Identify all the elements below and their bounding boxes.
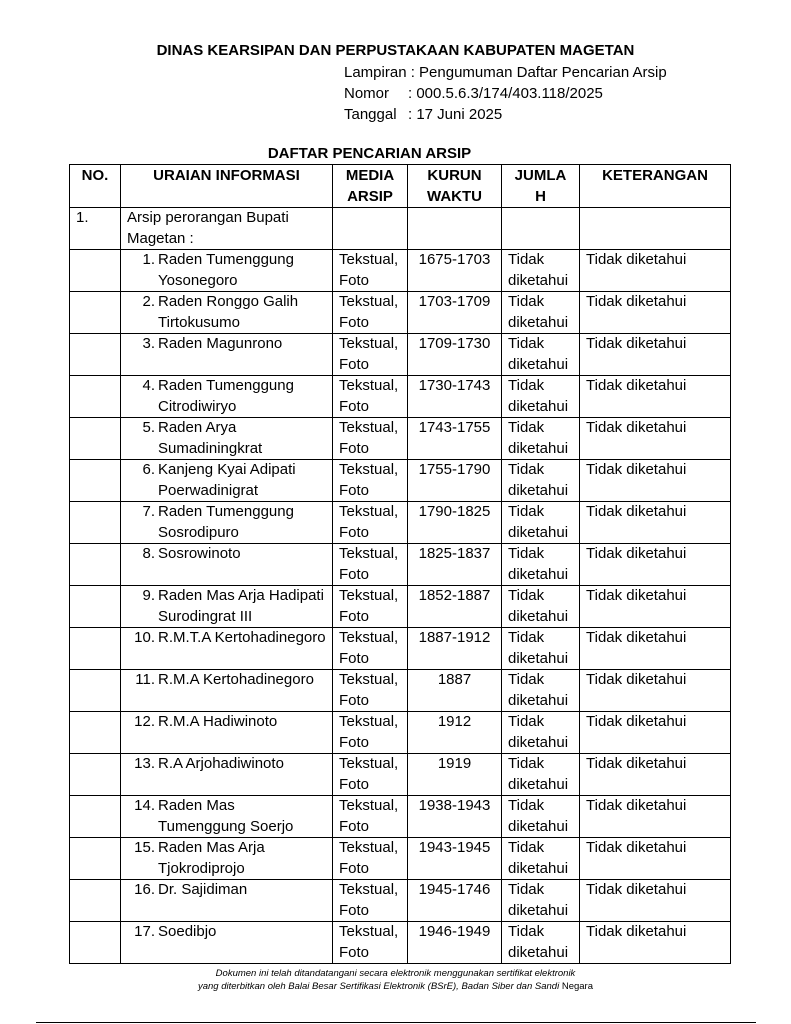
row-media-cell: Tekstual, Foto <box>333 376 408 418</box>
table-row <box>70 544 731 586</box>
item-name: Raden Ronggo Galih Tirtokusumo <box>158 293 299 331</box>
row-no-cell <box>70 838 121 880</box>
row-kurun-cell: 1743-1755 <box>408 418 502 460</box>
row-kurun-cell: 1887-1912 <box>408 628 502 670</box>
document-meta <box>344 62 667 125</box>
item-entry <box>127 334 326 355</box>
tanggal-row <box>344 104 667 125</box>
table-row <box>70 250 731 292</box>
item-number: 3. <box>142 335 155 352</box>
row-kurun-cell: 1755-1790 <box>408 460 502 502</box>
header-no: NO. <box>70 165 121 208</box>
row-jumlah-cell: Tidak diketahui <box>502 670 580 712</box>
row-kurun-cell: 1730-1743 <box>408 376 502 418</box>
item-entry <box>127 502 326 543</box>
item-number: 6. <box>142 461 155 478</box>
item-name: R.M.T.A Kertohadinegoro <box>158 629 326 646</box>
row-uraian-cell <box>121 292 333 334</box>
row-uraian-cell <box>121 796 333 838</box>
archive-table <box>69 164 731 964</box>
item-number: 13. <box>134 755 155 772</box>
group-uraian: Arsip perorangan Bupati Magetan : <box>121 208 333 250</box>
row-jumlah-cell: Tidak diketahui <box>502 880 580 922</box>
item-name: Sosrowinoto <box>158 545 241 562</box>
row-no-cell <box>70 334 121 376</box>
table-row <box>70 922 731 964</box>
item-name: Raden Mas Tumenggung Soerjo <box>158 797 294 835</box>
row-uraian-cell <box>121 922 333 964</box>
item-number: 7. <box>142 503 155 520</box>
item-entry <box>127 250 326 291</box>
table-row <box>70 418 731 460</box>
table-row <box>70 586 731 628</box>
row-keterangan-cell: Tidak diketahui <box>580 838 731 880</box>
item-name: Raden Magunrono <box>158 335 283 352</box>
table-row <box>70 712 731 754</box>
row-keterangan-cell: Tidak diketahui <box>580 418 731 460</box>
row-uraian-cell <box>121 838 333 880</box>
row-jumlah-cell: Tidak diketahui <box>502 502 580 544</box>
item-number: 10. <box>134 629 155 646</box>
group-row <box>70 208 731 250</box>
row-kurun-cell: 1825-1837 <box>408 544 502 586</box>
item-entry <box>127 292 326 333</box>
item-number: 12. <box>134 713 155 730</box>
item-name: R.M.A Kertohadinegoro <box>158 671 314 688</box>
row-uraian-cell <box>121 586 333 628</box>
signature-notice-line2: yang diterbitkan oleh Balai Besar Sertifikasi Elektronik (BSrE), Badan Siber dan Sandi <box>197 981 560 992</box>
table-row <box>70 754 731 796</box>
row-jumlah-cell: Tidak diketahui <box>502 376 580 418</box>
row-no-cell <box>70 628 121 670</box>
row-media-cell: Tekstual, Foto <box>333 628 408 670</box>
item-name: Raden Tumenggung Citrodiwiryo <box>158 377 294 415</box>
row-jumlah-cell: Tidak diketahui <box>502 544 580 586</box>
row-no-cell <box>70 460 121 502</box>
item-number: 2. <box>142 293 155 310</box>
row-keterangan-cell: Tidak diketahui <box>580 628 731 670</box>
row-no-cell <box>70 796 121 838</box>
header-keterangan: KETERANGAN <box>580 165 731 208</box>
signature-notice <box>0 967 791 993</box>
item-entry <box>127 880 326 901</box>
nomor-value: : 000.5.6.3/174/403.118/2025 <box>408 85 603 102</box>
row-keterangan-cell: Tidak diketahui <box>580 544 731 586</box>
row-media-cell: Tekstual, Foto <box>333 922 408 964</box>
row-uraian-cell <box>121 502 333 544</box>
row-kurun-cell: 1938-1943 <box>408 796 502 838</box>
item-number: 16. <box>134 881 155 898</box>
item-name: Raden Tumenggung Sosrodipuro <box>158 503 294 541</box>
row-keterangan-cell: Tidak diketahui <box>580 460 731 502</box>
item-name: Raden Tumenggung Yosonegoro <box>158 251 294 289</box>
row-media-cell: Tekstual, Foto <box>333 880 408 922</box>
row-jumlah-cell: Tidak diketahui <box>502 796 580 838</box>
item-name: Dr. Sajidiman <box>158 881 248 898</box>
row-kurun-cell: 1675-1703 <box>408 250 502 292</box>
item-name: Raden Arya Sumadiningkrat <box>158 419 263 457</box>
row-jumlah-cell: Tidak diketahui <box>502 586 580 628</box>
row-uraian-cell <box>121 418 333 460</box>
row-keterangan-cell: Tidak diketahui <box>580 250 731 292</box>
row-uraian-cell <box>121 460 333 502</box>
row-media-cell: Tekstual, Foto <box>333 544 408 586</box>
row-no-cell <box>70 250 121 292</box>
item-entry <box>127 670 326 691</box>
row-jumlah-cell: Tidak diketahui <box>502 754 580 796</box>
row-kurun-cell: 1919 <box>408 754 502 796</box>
item-number: 17. <box>134 923 155 940</box>
item-name: R.A Arjohadiwinoto <box>158 755 284 772</box>
item-entry <box>127 922 326 943</box>
row-media-cell: Tekstual, Foto <box>333 754 408 796</box>
item-number: 1. <box>142 251 155 268</box>
item-entry <box>127 418 326 459</box>
list-title: DAFTAR PENCARIAN ARSIP <box>267 145 472 162</box>
tanggal-label: Tanggal <box>344 106 397 123</box>
row-media-cell: Tekstual, Foto <box>333 250 408 292</box>
signature-notice-tail: Negara <box>561 981 593 992</box>
group-jumlah <box>502 208 580 250</box>
row-jumlah-cell: Tidak diketahui <box>502 334 580 376</box>
item-name: R.M.A Hadiwinoto <box>158 713 278 730</box>
table-row <box>70 670 731 712</box>
row-media-cell: Tekstual, Foto <box>333 586 408 628</box>
item-number: 8. <box>142 545 155 562</box>
row-keterangan-cell: Tidak diketahui <box>580 796 731 838</box>
nomor-row <box>344 83 667 104</box>
signature-notice-line2-wrap <box>0 980 791 993</box>
tanggal-value: : 17 Juni 2025 <box>408 106 503 123</box>
item-entry <box>127 754 326 775</box>
row-uraian-cell <box>121 712 333 754</box>
row-no-cell <box>70 418 121 460</box>
item-entry <box>127 460 326 501</box>
table-row <box>70 880 731 922</box>
row-jumlah-cell: Tidak diketahui <box>502 292 580 334</box>
row-media-cell: Tekstual, Foto <box>333 796 408 838</box>
item-entry <box>127 628 326 649</box>
row-kurun-cell: 1852-1887 <box>408 586 502 628</box>
group-media <box>333 208 408 250</box>
signature-notice-line1: Dokumen ini telah ditandatangani secara elektronik menggunakan sertifikat elektronik <box>215 968 576 979</box>
item-entry <box>127 544 326 565</box>
table-row <box>70 628 731 670</box>
item-number: 4. <box>142 377 155 394</box>
row-jumlah-cell: Tidak diketahui <box>502 250 580 292</box>
row-kurun-cell: 1943-1945 <box>408 838 502 880</box>
row-media-cell: Tekstual, Foto <box>333 460 408 502</box>
item-entry <box>127 586 326 627</box>
row-no-cell <box>70 292 121 334</box>
row-jumlah-cell: Tidak diketahui <box>502 418 580 460</box>
group-no: 1. <box>70 208 121 250</box>
table-row <box>70 796 731 838</box>
item-number: 14. <box>134 797 155 814</box>
row-media-cell: Tekstual, Foto <box>333 418 408 460</box>
row-uraian-cell <box>121 250 333 292</box>
row-kurun-cell: 1703-1709 <box>408 292 502 334</box>
row-uraian-cell <box>121 880 333 922</box>
row-kurun-cell: 1945-1746 <box>408 880 502 922</box>
document-title: DINAS KEARSIPAN DAN PERPUSTAKAAN KABUPATEN MAGETAN <box>156 42 635 59</box>
item-number: 11. <box>135 671 155 688</box>
row-keterangan-cell: Tidak diketahui <box>580 712 731 754</box>
header-uraian: URAIAN INFORMASI <box>121 165 333 208</box>
item-name: Raden Mas Arja Tjokrodiprojo <box>158 839 265 877</box>
nomor-label: Nomor <box>344 85 390 102</box>
row-no-cell <box>70 880 121 922</box>
row-kurun-cell: 1887 <box>408 670 502 712</box>
row-kurun-cell: 1709-1730 <box>408 334 502 376</box>
group-kurun <box>408 208 502 250</box>
lampiran-value: : Pengumuman Daftar Pencarian Arsip <box>410 64 667 81</box>
row-keterangan-cell: Tidak diketahui <box>580 502 731 544</box>
row-keterangan-cell: Tidak diketahui <box>580 922 731 964</box>
row-keterangan-cell: Tidak diketahui <box>580 670 731 712</box>
item-number: 15. <box>134 839 155 856</box>
row-no-cell <box>70 754 121 796</box>
row-uraian-cell <box>121 628 333 670</box>
lampiran-row <box>344 62 667 83</box>
row-jumlah-cell: Tidak diketahui <box>502 838 580 880</box>
row-media-cell: Tekstual, Foto <box>333 334 408 376</box>
row-kurun-cell: 1790-1825 <box>408 502 502 544</box>
row-uraian-cell <box>121 376 333 418</box>
row-jumlah-cell: Tidak diketahui <box>502 712 580 754</box>
header-media: MEDIA ARSIP <box>333 165 408 208</box>
row-media-cell: Tekstual, Foto <box>333 712 408 754</box>
table-row <box>70 460 731 502</box>
row-no-cell <box>70 922 121 964</box>
header-jumlah: JUMLA H <box>502 165 580 208</box>
row-media-cell: Tekstual, Foto <box>333 838 408 880</box>
row-jumlah-cell: Tidak diketahui <box>502 628 580 670</box>
lampiran-label: Lampiran <box>344 64 407 81</box>
row-keterangan-cell: Tidak diketahui <box>580 880 731 922</box>
row-uraian-cell <box>121 334 333 376</box>
row-jumlah-cell: Tidak diketahui <box>502 922 580 964</box>
row-no-cell <box>70 544 121 586</box>
table-row <box>70 502 731 544</box>
row-jumlah-cell: Tidak diketahui <box>502 460 580 502</box>
row-no-cell <box>70 670 121 712</box>
row-kurun-cell: 1912 <box>408 712 502 754</box>
row-media-cell: Tekstual, Foto <box>333 502 408 544</box>
row-keterangan-cell: Tidak diketahui <box>580 292 731 334</box>
row-uraian-cell <box>121 754 333 796</box>
item-number: 9. <box>142 587 155 604</box>
row-keterangan-cell: Tidak diketahui <box>580 586 731 628</box>
item-name: Kanjeng Kyai Adipati Poerwadinigrat <box>158 461 296 499</box>
row-uraian-cell <box>121 670 333 712</box>
footer-divider <box>36 1022 756 1023</box>
header-kurun: KURUN WAKTU <box>408 165 502 208</box>
row-no-cell <box>70 586 121 628</box>
item-entry <box>127 376 326 417</box>
row-kurun-cell: 1946-1949 <box>408 922 502 964</box>
row-no-cell <box>70 712 121 754</box>
table-header-row <box>70 165 731 208</box>
table-row <box>70 376 731 418</box>
table-row <box>70 292 731 334</box>
table-body <box>70 208 731 964</box>
row-keterangan-cell: Tidak diketahui <box>580 754 731 796</box>
item-entry <box>127 838 326 879</box>
row-keterangan-cell: Tidak diketahui <box>580 334 731 376</box>
row-no-cell <box>70 502 121 544</box>
group-keterangan <box>580 208 731 250</box>
row-media-cell: Tekstual, Foto <box>333 292 408 334</box>
table-row <box>70 838 731 880</box>
item-name: Raden Mas Arja Hadipati Surodingrat III <box>158 587 324 625</box>
table-row <box>70 334 731 376</box>
row-uraian-cell <box>121 544 333 586</box>
item-name: Soedibjo <box>158 923 217 940</box>
item-entry <box>127 712 326 733</box>
row-no-cell <box>70 376 121 418</box>
row-keterangan-cell: Tidak diketahui <box>580 376 731 418</box>
item-number: 5. <box>142 419 155 436</box>
row-media-cell: Tekstual, Foto <box>333 670 408 712</box>
item-entry <box>127 796 326 837</box>
